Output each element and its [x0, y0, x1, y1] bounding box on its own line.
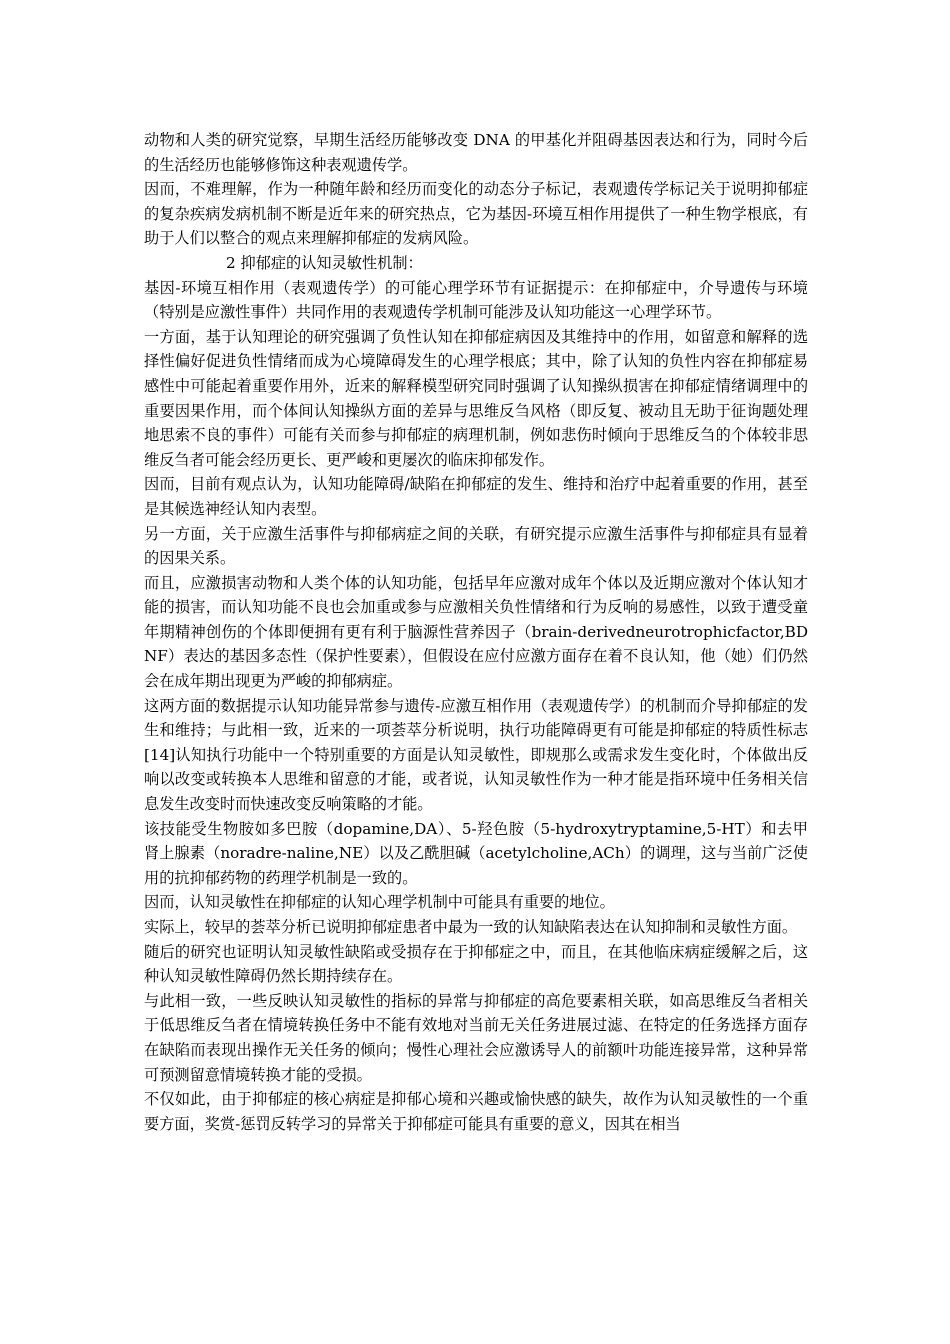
document-body: [144, 128, 808, 1136]
paragraph: 另一方面，关于应激生活事件与抑郁病症之间的关联，有研究提示应激生活事件与抑郁症具有显着的因果关系。: [144, 524, 808, 568]
paragraph: 基因-环境互相作用（表观遗传学）的可能心理学环节有证据提示：在抑郁症中，介导遗传与环境（特别是应激性事件）共同作用的表观遗传学机制可能涉及认知功能这一心理学环节。: [144, 278, 808, 322]
paragraph: 而且，应激损害动物和人类个体的认知功能，包括早年应激对成年个体以及近期应激对个体认知才能的损害，而认知功能不良也会加重或参与应激相关负性情绪和行为反响的易感性，以致于遭受童年期精神创伤的个体即便拥有更有利于脑源性营养因子（brain-derivedneurotrophicfactor,BDNF）表达的基因多态性（保护性要素），但假设在应付应激方面存在着不良认知，他（她）们仍然会在成年期出现更为严峻的抑郁病症。: [144, 573, 808, 691]
paragraph: 一方面，基于认知理论的研究强调了负性认知在抑郁症病因及其维持中的作用，如留意和解释的选择性偏好促进负性情绪而成为心境障碍发生的心理学根底；其中，除了认知的负性内容在抑郁症易感性中可能起着重要作用外，近来的解释模型研究同时强调了认知操纵损害在抑郁症情绪调理中的重要因果作用，而个体间认知操纵方面的差异与思维反刍风格（即反复、被动且无助于征询题处理地思索不良的事件）可能有关而参与抑郁症的病理机制，例如悲伤时倾向于思维反刍的个体较非思维反刍者可能会经历更长、更严峻和更屡次的临床抑郁发作。: [144, 327, 808, 469]
paragraph: 动物和人类的研究觉察，早期生活经历能够改变 DNA 的甲基化并阻碍基因表达和行为，同时今后的生活经历也能够修饰这种表观遗传学。: [144, 131, 808, 174]
paragraph: 不仅如此，由于抑郁症的核心病症是抑郁心境和兴趣或愉快感的缺失，故作为认知灵敏性的一个重要方面，奖赏-惩罚反转学习的异常关于抑郁症可能具有重要的意义，因其在相当: [144, 1090, 808, 1133]
paragraph: 这两方面的数据提示认知功能异常参与遗传-应激互相作用（表观遗传学）的机制而介导抑郁症的发生和维持；与此相一致，近来的一项荟萃分析说明，执行功能障碍更有可能是抑郁症的特质性标志[14]认知执行功能中一个特别重要的方面是认知灵敏性，即规那么或需求发生变化时，个体做出反响以改变或转换本人思维和留意的才能，或者说，认知灵敏性作为一种才能是指环境中任务相关信息发生改变时而快速改变反响策略的才能。: [144, 696, 808, 814]
paragraph: 该技能受生物胺如多巴胺（dopamine,DA）、5-羟色胺（5-hydroxytryptamine,5-HT）和去甲肾上腺素（noradre-naline,NE）以及乙酰胆碱（acetylcholine,ACh）的调理，这与当前广泛使用的抗抑郁药物的药理学机制是一致的。: [144, 819, 808, 887]
paragraph: 因而，不难理解，作为一种随年龄和经历而变化的动态分子标记，表观遗传学标记关于说明抑郁症的复杂疾病发病机制不断是近年来的研究热点，它为基因-环境互相作用提供了一种生物学根底，有助于人们以整合的观点来理解抑郁症的发病风险。: [144, 180, 808, 248]
paragraph: 实际上，较早的荟萃分析已说明抑郁症患者中最为一致的认知缺陷表达在认知抑制和灵敏性方面。: [144, 918, 798, 936]
paragraph: 因而，目前有观点认为，认知功能障碍/缺陷在抑郁症的发生、维持和治疗中起着重要的作用，甚至是其候选神经认知内表型。: [144, 475, 808, 518]
paragraph: 与此相一致，一些反映认知灵敏性的指标的异常与抑郁症的高危要素相关联，如高思维反刍者相关于低思维反刍者在情境转换任务中不能有效地对当前无关任务进展过滤、在特定的任务选择方面存在缺陷而表现出操作无关任务的倾向；慢性心理社会应激诱导人的前额叶功能连接异常，这种异常可预测留意情境转换才能的受损。: [144, 991, 808, 1084]
paragraph: 随后的研究也证明认知灵敏性缺陷或受损存在于抑郁症之中，而且，在其他临床病症缓解之后，这种认知灵敏性障碍仍然长期持续存在。: [144, 942, 808, 986]
section-heading: 2 抑郁症的认知灵敏性机制：: [226, 253, 423, 272]
paragraph: 因而，认知灵敏性在抑郁症的认知心理学机制中可能具有重要的地位。: [144, 893, 615, 912]
